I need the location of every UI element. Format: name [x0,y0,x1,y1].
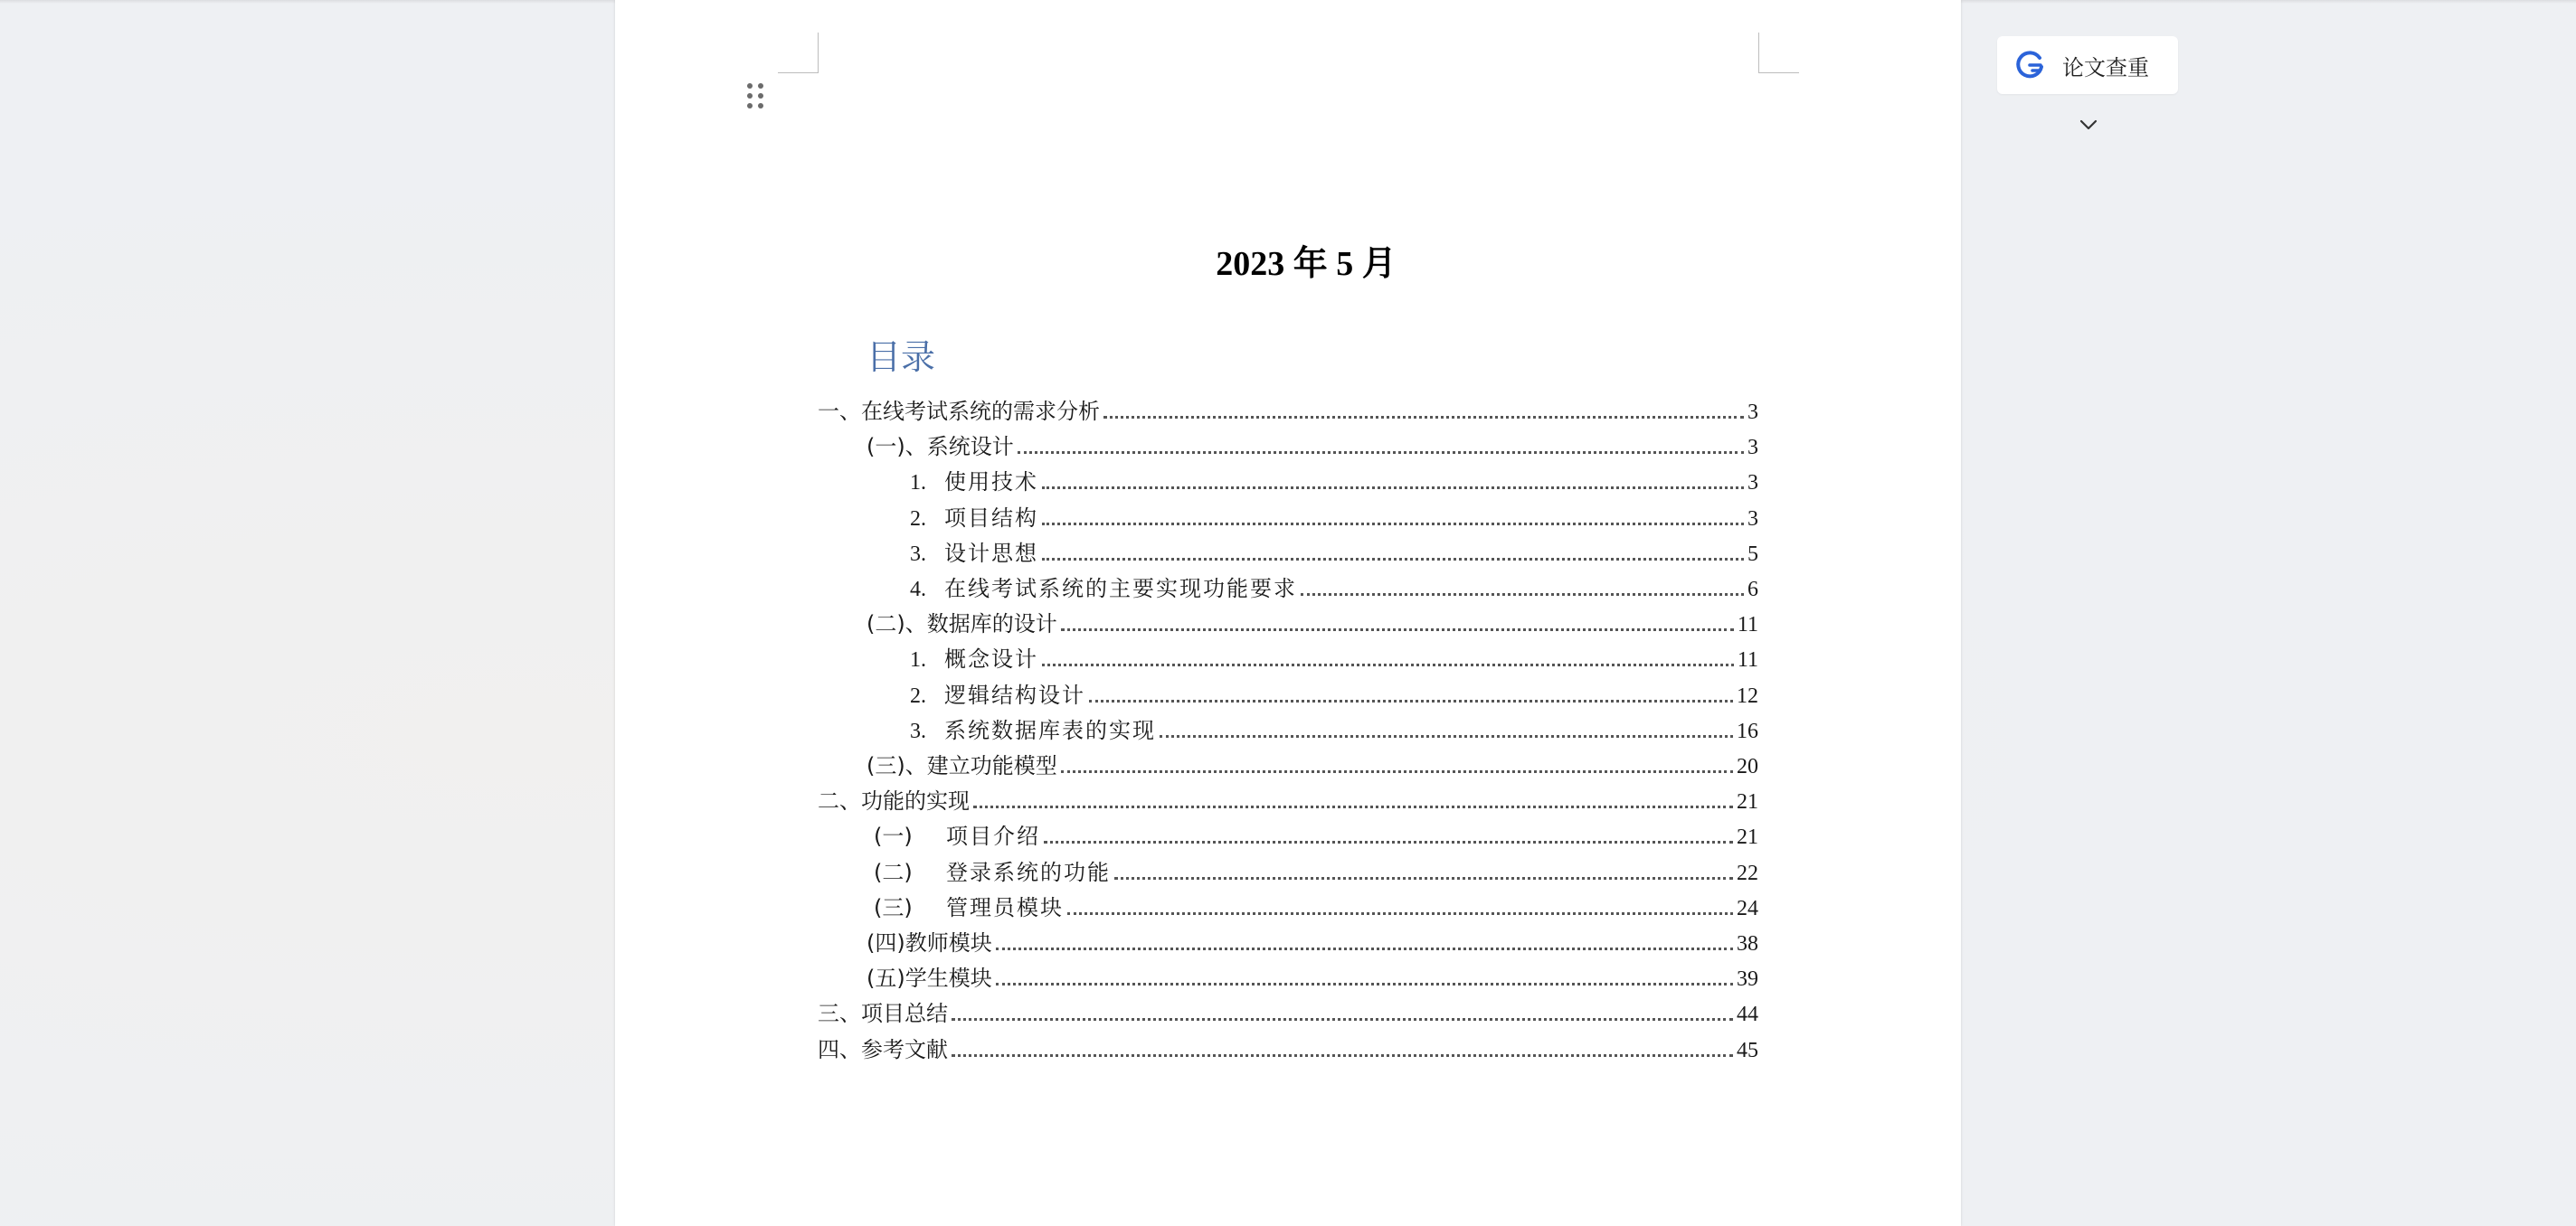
g-logo-icon [2013,49,2046,81]
toc-entry-lead [910,500,1038,532]
toc-entry[interactable] [867,743,1758,779]
chevron-down-icon[interactable] [2077,116,2100,134]
toc-entry[interactable] [867,424,1758,460]
toc-entry[interactable] [867,601,1758,637]
toc-dot-leader [996,948,1733,950]
toc-page-number: 16 [1737,719,1758,743]
toc-entry-title: (一)、系统设计 [867,434,1014,460]
toc-entry-title: 管理员模块 [946,894,1064,920]
toc-entry-title: 设计思想 [944,540,1038,566]
toc-entry-lead [867,429,1014,460]
toc-entry-title: 逻辑结构设计 [944,682,1085,708]
toc-entry[interactable] [874,814,1758,850]
toc-page-number: 3 [1747,436,1758,460]
toc-entry-lead [867,925,992,957]
toc-entry[interactable] [874,885,1758,921]
toc-entry-lead [818,393,1100,425]
plagiarism-check-label: 论文查重 [2062,54,2149,80]
plagiarism-check-button[interactable] [1997,36,2178,94]
drag-dot [758,83,763,89]
toc-entry-title: (二)、数据库的设计 [867,611,1057,637]
toc-entry-lead [874,818,1040,850]
toc-entry-lead [910,571,1297,602]
margin-corner-top-left [778,33,819,73]
toc-entry-title: 项目结构 [944,505,1038,531]
toc-page-number: 6 [1747,578,1758,601]
toc-entry[interactable] [818,1027,1758,1063]
toc-entry[interactable] [910,673,1758,709]
toc-entry-title: 系统数据库表的实现 [944,717,1156,743]
toc-entry-lead [910,535,1038,567]
toc-entry[interactable] [910,708,1758,744]
drag-dot [758,103,763,108]
toc-dot-leader [1103,416,1744,419]
toc-heading: 目录 [867,337,936,377]
toc-entry[interactable] [867,956,1758,992]
toc-dot-leader [1042,664,1734,666]
toc-entry[interactable] [910,495,1758,532]
toc-entry-lead [867,960,992,992]
toc-dot-leader [1061,628,1734,631]
toc-entry-title: 概念设计 [944,646,1038,673]
toc-page-number: 11 [1737,613,1758,637]
toc-entry-lead [818,1032,948,1063]
toc-page-number: 39 [1737,967,1758,992]
toc-entry-title: (四)教师模块 [867,930,992,956]
margin-corner-top-right [1758,33,1799,73]
toc-entry[interactable] [910,637,1758,673]
toc-page-number: 12 [1737,684,1758,708]
toc-entry[interactable] [818,389,1758,425]
toc-dot-leader [1018,451,1744,454]
toc-dot-leader [1089,700,1733,703]
toc-entry-title: 三、项目总结 [818,1001,948,1027]
toc-page-number: 3 [1747,401,1758,424]
toc-entry-number: 1. [910,471,926,495]
toc-entry-number: 1. [910,648,926,673]
toc-entry[interactable] [818,991,1758,1027]
toc-page-number: 5 [1747,542,1758,566]
toc-entry-title: 四、参考文献 [818,1036,948,1062]
toc-dot-leader [1042,558,1744,561]
toc-entry-number: (三) [874,894,913,920]
toc-entry-lead [910,712,1156,744]
toc-entry-title: 在线考试系统的主要实现功能要求 [944,576,1297,601]
toc-entry-number: 4. [910,578,926,601]
toc-dot-leader [1042,523,1744,525]
toc-entry[interactable] [910,459,1758,495]
drag-dot [747,93,753,99]
toc-entry-lead [818,995,948,1027]
toc-dot-leader [1067,912,1733,915]
toc-page-number: 22 [1737,861,1758,885]
toc-page-number: 44 [1737,1003,1758,1027]
toc-dot-leader [973,806,1733,808]
toc-entry-number: (二) [874,859,913,885]
toc-dot-leader [1301,593,1744,596]
toc-entry-lead [874,854,1111,886]
toc-entry-lead [874,890,1064,921]
toc-page-number: 3 [1747,506,1758,531]
drag-dot [758,93,763,99]
toc-entry-lead [867,606,1057,637]
toc-entry-title: 使用技术 [944,469,1038,495]
toc-entry-lead [910,641,1038,673]
toc-dot-leader [1160,735,1733,738]
toc-page-number: 38 [1737,932,1758,956]
toc-page-number: 21 [1737,825,1758,850]
toc-entry-title: (三)、建立功能模型 [867,753,1057,778]
toc-entry-lead [818,783,970,815]
toc-dot-leader [952,1018,1733,1021]
toc-entry[interactable] [874,850,1758,886]
toc-page-number: 21 [1737,790,1758,815]
toc-entry-lead [910,464,1038,495]
toc-entry-title: (五)学生模块 [867,966,992,992]
toc-dot-leader [1042,486,1744,489]
toc-page-number: 45 [1737,1038,1758,1062]
toc-entry-title: 二、功能的实现 [818,788,970,815]
toc-entry[interactable] [818,778,1758,815]
toc-dot-leader [1061,770,1733,773]
toc-entry-number: 3. [910,542,926,566]
toc-entry-title: 登录系统的功能 [946,859,1111,885]
toc-dot-leader [952,1054,1733,1057]
toc-entry-number: 2. [910,684,926,708]
toc-entry-title: 项目介绍 [946,824,1040,850]
toc-dot-leader [996,983,1733,986]
toc-page-number: 24 [1737,896,1758,920]
toc-dot-leader [1044,841,1733,844]
toc-page-number: 11 [1737,648,1758,673]
toc-dot-leader [1114,877,1733,880]
toc-entry-number: 3. [910,719,926,743]
drag-dot [747,103,753,108]
toc-entry-number: 2. [910,506,926,531]
toc-entry-number: (一) [874,824,913,850]
toc-entry[interactable] [910,566,1758,602]
document-page[interactable] [615,0,1961,1226]
toc-entry-title: 一、在线考试系统的需求分析 [818,399,1100,424]
toc-page-number: 20 [1737,755,1758,778]
toc-entry[interactable] [910,531,1758,567]
toc-entry-lead [910,677,1085,709]
document-date: 2023 年 5 月 [1216,245,1397,283]
drag-dot [747,83,753,89]
drag-handle-icon[interactable] [747,83,767,110]
toc-entry-lead [867,748,1057,779]
toc-page-number: 3 [1747,471,1758,495]
toc-entry[interactable] [867,920,1758,957]
